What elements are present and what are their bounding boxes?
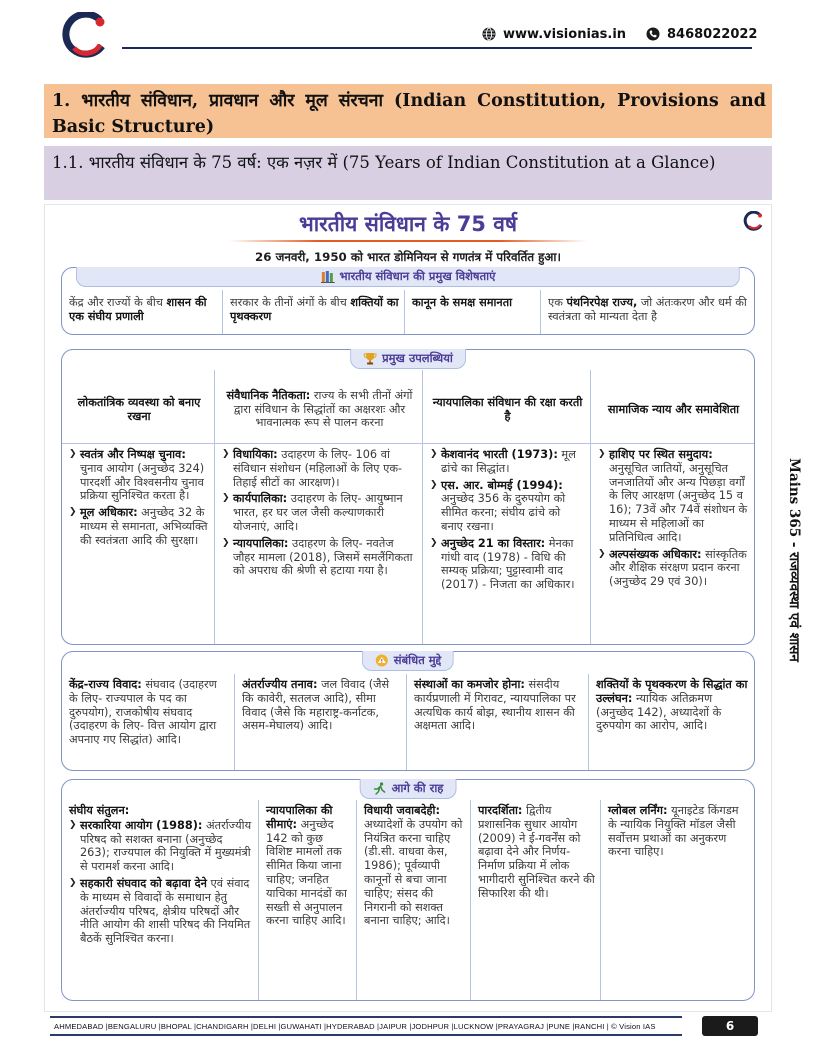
footer-cities: AHMEDABAD |BENGALURU |BHOPAL |CHANDIGARH |DELHI |GUWAHATI |HYDERABAD |JAIPUR |JODHPUR |LUCKNOW |PRAYAGRAJ |PUNE |RANCHI | © Vision IAS: [50, 1016, 682, 1036]
section-heading-1-1: 1.1. भारतीय संविधान के 75 वर्ष: एक नज़र में (75 Years of Indian Constitution at a Glance): [44, 146, 772, 200]
warning-icon: [375, 654, 389, 667]
page-number: 6: [702, 1016, 758, 1036]
list-item: ❯ अल्पसंख्यक अधिकार: सांस्कृतिक और शैक्षिक संरक्षण प्रदान करना (अनुच्छेद 29 एवं 30)।: [598, 548, 749, 589]
way-forward-federal: संघीय संतुलन: ❯ सरकारिया आयोग (1988): अंतर्राज्यीय परिषद को सशक्त बनाना (अनुच्छेद 263); राज्यपाल की नियुक्ति में मुख्यमंत्री से परामर्श करना आदि। ❯ सहकारी संघवाद को बढ़ावा देने एवं संवाद के माध्यम से विवादों के समाधान हेतु अंतर्राज्यीय परिषद, क्षेत्रीय परिषदों और नीति आयोग की शासी परिषद की नियमित बैठकें सुनिश्चित करना।: [62, 800, 258, 1000]
feature-secular: एक पंथनिरपेक्ष राज्य, जो अंतःकरण और धर्म की स्वतंत्रता को मान्यता देता है: [540, 290, 754, 334]
way-forward-judiciary: न्यायपालिका की सीमाएं: अनुच्छेद 142 को कुछ विशिष्ट मामलों तक सीमित किया जाना चाहिए; जनहित याचिका मानदंडों का सख्ती से अनुपालन करना चाहिए आदि।: [258, 800, 356, 1000]
achievement-social-justice: सामाजिक न्याय और समावेशिता ❯ हाशिए पर स्थित समुदाय: अनुसूचित जातियों, अनुसूचित जनजातियों और अन्य पिछड़ा वर्गों के लिए आरक्षण (अनुच्छेद 15 व 16); 73वें और 74वें संशोधन के माध्यम से महिलाओं का प्रतिनिधित्व आदि। ❯ अल्पसंख्यक अधिकार: सांस्कृतिक और शैक्षिक संरक्षण प्रदान करना (अनुच्छेद 29 एवं 30)।: [590, 370, 754, 644]
list-item: ❯ कार्यपालिका: उदाहरण के लिए- आयुष्मान भारत, हर घर जल जैसी कल्याणकारी योजनाएं, आदि।: [222, 492, 417, 533]
features-panel: [61, 267, 755, 335]
issue-institutions: संस्थाओं का कमजोर होना: संसदीय कार्यप्रणाली में गिरावट, न्यायपालिका पर अत्यधिक कार्य बोझ, स्थानीय शासन की अक्षमता आदि।: [406, 674, 588, 770]
feature-separation: सरकार के तीनों अंगों के बीच शक्तियों का पृथक्करण: [222, 290, 404, 334]
phone-icon: [646, 27, 660, 41]
infographic: [44, 204, 772, 1012]
achievements-panel: [61, 349, 755, 645]
title-underline: [228, 240, 588, 242]
feature-equality: कानून के समक्ष समानता: [404, 290, 540, 334]
runner-icon: [373, 782, 387, 795]
side-label: Mains 365 - राजव्यवस्था एवं शासन: [786, 458, 802, 662]
list-item: ❯ विधायिका: उदाहरण के लिए- 106 वां संविधान संशोधन (महिलाओं के लिए एक-तिहाई सीटों का आरक्षण)।: [222, 448, 417, 489]
achievements-heading: प्रमुख उपलब्धियां: [350, 349, 466, 369]
website-contact[interactable]: [482, 24, 626, 44]
issue-separation: शक्तियों के पृथक्करण के सिद्धांत का उल्लंघन: न्यायिक अतिक्रमण (अनुच्छेद 142), अध्यादेशों के दुरुपयोग का आरोप, आदि।: [588, 674, 754, 770]
achievement-morality: संवैधानिक नैतिकता: राज्य के सभी तीनों अंगों द्वारा संविधान के सिद्धांतों का अक्षरशः और भावनात्मक रूप से पालन करना ❯ विधायिका: उदाहरण के लिए- 106 वां संविधान संशोधन (महिलाओं के लिए एक-तिहाई सीटों का आरक्षण)। ❯ कार्यपालिका: उदाहरण के लिए- आयुष्मान भारत, हर घर जल जैसी कल्याणकारी योजनाएं, आदि। ❯ न्यायपालिका: उदाहरण के लिए- नवतेज जौहर मामला (2018), जिसमें समलैंगिकता को अपराध की श्रेणी से हटाया गया है।: [214, 370, 422, 644]
phone-contact[interactable]: [646, 24, 757, 44]
list-item: ❯ हाशिए पर स्थित समुदाय: अनुसूचित जातियों, अनुसूचित जनजातियों और अन्य पिछड़ा वर्गों के लिए आरक्षण (अनुच्छेद 15 व 16); 73वें और 74वें संशोधन के माध्यम से महिलाओं का प्रतिनिधित्व आदि।: [598, 448, 749, 545]
list-item: ❯ एस. आर. बोम्मई (1994): अनुच्छेद 356 के दुरुपयोग को सीमित करना; संघीय ढांचे को बनाए रखना।: [430, 479, 585, 534]
list-item: ❯ सहकारी संघवाद को बढ़ावा देने एवं संवाद के माध्यम से विवादों के समाधान हेतु अंतर्राज्यीय परिषद, क्षेत्रीय परिषदों और नीति आयोग की शासी परिषद की नियमित बैठकें सुनिश्चित करना।: [69, 877, 253, 946]
phone-text: 8468022022: [667, 26, 758, 42]
infographic-subtitle: 26 जनवरी, 1950 को भारत डोमिनियन से गणतंत्र में परिवर्तित हुआ।: [255, 250, 561, 264]
way-forward-legislative: विधायी जवाबदेही: अध्यादेशों के उपयोग को नियंत्रित करना चाहिए (डी.सी. वाधवा केस, 1986); पूर्वव्यापी कानूनों से बचा जाना चाहिए; संसद की निगरानी को सशक्त बनाना चाहिए; आदि।: [356, 800, 470, 1000]
infographic-title: भारतीय संविधान के 75 वर्ष: [298, 212, 518, 236]
list-item: ❯ स्वतंत्र और निष्पक्ष चुनाव: चुनाव आयोग (अनुच्छेद 324) पारदर्शी और विश्वसनीय चुनाव प्रक्रिया सुनिश्चित करता है।: [69, 448, 209, 503]
trophy-icon: [363, 352, 377, 365]
issue-interstate: अंतर्राज्यीय तनाव: जल विवाद (जैसे कि कावेरी, सतलज आदि), सीमा विवाद (जैसे कि महाराष्ट्र-कर्नाटक, असम-मेघालय) आदि।: [234, 674, 406, 770]
issues-heading: संबंधित मुद्दे: [362, 651, 454, 671]
header-rule: [122, 47, 752, 49]
achievement-democracy: लोकतांत्रिक व्यवस्था को बनाए रखना ❯ स्वतंत्र और निष्पक्ष चुनाव: चुनाव आयोग (अनुच्छेद 324) पारदर्शी और विश्वसनीय चुनाव प्रक्रिया सुनिश्चित करता है। ❯ मूल अधिकार: अनुच्छेद 32 के माध्यम से समानता, अभिव्यक्ति की स्वतंत्रता आदि की सुरक्षा।: [62, 370, 214, 644]
feature-federal: केंद्र और राज्यों के बीच शासन की एक संघीय प्रणाली: [69, 296, 207, 323]
features-heading: भारतीय संविधान की प्रमुख विशेषताएं: [76, 267, 740, 287]
list-item: ❯ अनुच्छेद 21 का विस्तार: मेनका गांधी वाद (1978) - विधि की सम्यक् प्रक्रिया; पुट्टास्वामी वाद (2017) - निजता का अधिकार।: [430, 537, 585, 592]
list-item: ❯ मूल अधिकार: अनुच्छेद 32 के माध्यम से समानता, अभिव्यक्ति की स्वतंत्रता आदि की सुरक्षा।: [69, 506, 209, 547]
way-forward-global: ग्लोबल लर्निंग: यूनाइटेड किंगडम के न्यायिक नियुक्ति मॉडल जैसी सर्वोत्तम प्रथाओं का अनुकरण करना चाहिए।: [600, 800, 754, 1000]
list-item: ❯ न्यायपालिका: उदाहरण के लिए- नवतेज जौहर मामला (2018), जिसमें समलैंगिकता को अपराध की श्रेणी से हटाया गया है।: [222, 537, 417, 578]
way-forward-heading: आगे की राह: [360, 779, 457, 799]
issue-centre-state: केंद्र-राज्य विवाद: संघवाद (उदाहरण के लिए- राज्यपाल के पद का दुरुपयोग), राजकोषीय संघवाद (उदाहरण के लिए- वित्त आयोग द्वारा अपनाए गए सिद्धांत) आदि।: [69, 678, 217, 747]
website-text: www.visionias.in: [503, 26, 627, 42]
section-heading-1: 1. भारतीय संविधान, प्रावधान और मूल संरचना (Indian Constitution, Provisions and Basic Structure): [44, 84, 772, 138]
way-forward-transparency: पारदर्शिता: द्वितीय प्रशासनिक सुधार आयोग (2009) ने ई-गवर्नेंस को बढ़ावा देने और निर्णय-निर्माण प्रक्रिया में लोक भागीदारी सुनिश्चित करने की सिफारिश की थी।: [470, 800, 600, 1000]
vision-ias-logo: [60, 12, 110, 60]
way-forward-panel: [61, 779, 755, 1001]
globe-icon: [482, 27, 496, 41]
issues-panel: [61, 651, 755, 771]
list-item: ❯ सरकारिया आयोग (1988): अंतर्राज्यीय परिषद को सशक्त बनाना (अनुच्छेद 263); राज्यपाल की नियुक्ति में मुख्यमंत्री से परामर्श करना आदि।: [69, 819, 253, 874]
books-icon: [321, 270, 335, 283]
achievement-judiciary: न्यायपालिका संविधान की रक्षा करती है ❯ केशवानंद भारती (1973): मूल ढांचे का सिद्धांत। ❯ एस. आर. बोम्मई (1994): अनुच्छेद 356 के दुरुपयोग को सीमित करना; संघीय ढांचे को बनाए रखना। ❯ अनुच्छेद 21 का विस्तार: मेनका गांधी वाद (1978) - विधि की सम्यक् प्रक्रिया; पुट्टास्वामी वाद (2017) - निजता का अधिकार।: [422, 370, 590, 644]
list-item: ❯ केशवानंद भारती (1973): मूल ढांचे का सिद्धांत।: [430, 448, 585, 476]
